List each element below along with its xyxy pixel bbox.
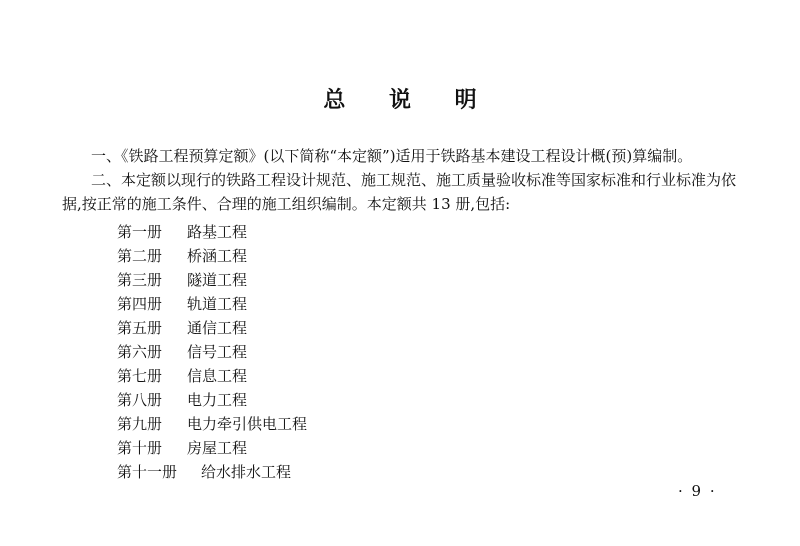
paragraph-2-line-2: 据,按正常的施工条件、合理的施工组织编制。本定额共 13 册,包括:	[62, 195, 511, 213]
page-title: 总 说 明	[323, 88, 495, 113]
page-number: · 9 ·	[678, 482, 717, 500]
list-item	[117, 436, 307, 460]
paragraph-2-line-1: 二、本定额以现行的铁路工程设计规范、施工规范、施工质量验收标准等国家标准和行业标准为依	[91, 171, 737, 189]
volume-number: 第四册	[117, 295, 163, 313]
volume-name: 电力牵引供电工程	[187, 415, 308, 433]
volume-list	[117, 220, 307, 484]
volume-name: 电力工程	[187, 391, 248, 409]
volume-name: 隧道工程	[187, 271, 248, 289]
list-item	[117, 220, 307, 244]
list-item	[117, 460, 307, 484]
list-item	[117, 364, 307, 388]
volume-number: 第七册	[117, 367, 163, 385]
volume-number: 第五册	[117, 319, 163, 337]
volume-number: 第二册	[117, 247, 163, 265]
list-item	[117, 388, 307, 412]
volume-name: 桥涵工程	[187, 247, 248, 265]
volume-number: 第十册	[117, 439, 163, 457]
volume-number: 第一册	[117, 223, 163, 241]
list-item	[117, 316, 307, 340]
volume-name: 房屋工程	[187, 439, 248, 457]
list-item	[117, 244, 307, 268]
volume-number: 第八册	[117, 391, 163, 409]
volume-name: 轨道工程	[187, 295, 248, 313]
volume-name: 路基工程	[187, 223, 248, 241]
volume-name: 信号工程	[187, 343, 248, 361]
volume-number: 第十一册	[117, 463, 178, 481]
list-item	[117, 340, 307, 364]
volume-name: 给水排水工程	[201, 463, 292, 481]
volume-name: 信息工程	[187, 367, 248, 385]
volume-number: 第三册	[117, 271, 163, 289]
list-item	[117, 268, 307, 292]
volume-number: 第六册	[117, 343, 163, 361]
volume-name: 通信工程	[187, 319, 248, 337]
volume-number: 第九册	[117, 415, 163, 433]
paragraph-1: 一、《铁路工程预算定额》(以下简称“本定额”)适用于铁路基本建设工程设计概(预)算编制。	[91, 147, 693, 165]
list-item	[117, 292, 307, 316]
list-item	[117, 412, 307, 436]
